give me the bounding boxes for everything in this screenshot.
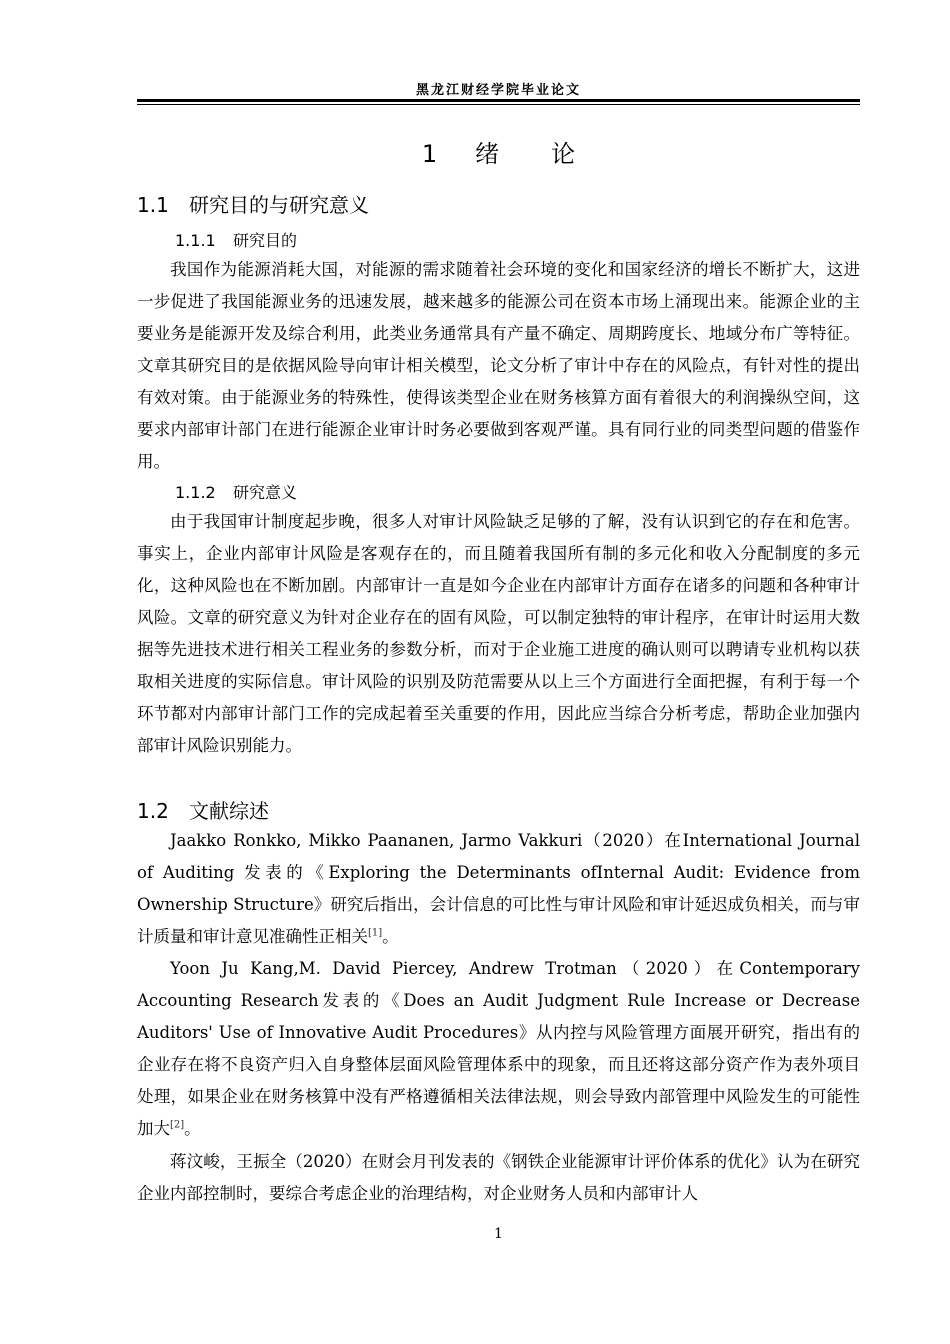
section-number: 1.2: [137, 799, 169, 823]
section-heading-1-2: [137, 795, 269, 824]
literature-text: Yoon Ju Kang,M. David Piercey, Andrew Trotman（2020）在Contemporary Accounting Research发表的《Does an Audit Judgment Rule Increase or Decrease Auditors' Use of Innovative Audit Procedures》从内控与风险管理方面展开研究，指出有的企业存在将不良资产归入自身整体层面风险管理体系中的现象，而且还将这部分资产作为表外项目处理，如果企业在财务核算中没有严格遵循相关法律法规，则会导致内部管理中风险发生的可能性加大: [137, 959, 860, 1138]
paragraph-literature-1: [137, 825, 860, 953]
subsection-heading-1-1-1: [175, 228, 297, 251]
header-rule-thick: [137, 99, 860, 102]
sentence-end: 。: [382, 927, 399, 946]
paragraph-literature-2: [137, 953, 860, 1145]
paragraph-literature-3: 蒋汶峻，王振全（2020）在财会月刊发表的《钢铁企业能源审计评价体系的优化》认为在研究企业内部控制时，要综合考虑企业的治理结构，对企业财务人员和内部审计人: [137, 1152, 860, 1203]
subsection-heading-1-1-2: [175, 480, 297, 503]
section-title: 文献综述: [189, 799, 269, 823]
section-number: 1.1: [137, 193, 169, 217]
subsection-number: 1.1.2: [175, 483, 216, 502]
chapter-title-char-2: 论: [551, 140, 576, 168]
sentence-end: 。: [184, 1119, 201, 1138]
running-header: 黑龙江财经学院毕业论文: [415, 83, 581, 98]
citation-ref: [2]: [170, 1119, 185, 1131]
subsection-number: 1.1.1: [175, 231, 216, 250]
header-rule-thin: [137, 104, 860, 105]
paragraph-research-significance: 由于我国审计制度起步晚，很多人对审计风险缺乏足够的了解，没有认识到它的存在和危害。事实上，企业内部审计风险是客观存在的，而且随着我国所有制的多元化和收入分配制度的多元化，这种风险也在不断加剧。内部审计一直是如今企业在内部审计方面存在诸多的问题和各种审计风险。文章的研究意义为针对企业存在的固有风险，可以制定独特的审计程序，在审计时运用大数据等先进技术进行相关工程业务的参数分析，而对于企业施工进度的确认则可以聘请专业机构以获取相关进度的实际信息。审计风险的识别及防范需要从以上三个方面进行全面把握，有利于每一个环节都对内部审计部门工作的完成起着至关重要的作用，因此应当综合分析考虑，帮助企业加强内部审计风险识别能力。: [137, 512, 860, 755]
subsection-title: 研究意义: [233, 483, 298, 502]
chapter-title: [137, 134, 860, 169]
citation-ref: [1]: [368, 927, 383, 939]
chapter-title-char-1: 绪: [475, 140, 500, 168]
section-heading-1-1: [137, 189, 369, 218]
paragraph-research-purpose: 我国作为能源消耗大国，对能源的需求随着社会环境的变化和国家经济的增长不断扩大，这进一步促进了我国能源业务的迅速发展，越来越多的能源公司在资本市场上涌现出来。能源企业的主要业务是能源开发及综合利用，此类业务通常具有产量不确定、周期跨度长、地域分布广等特征。文章其研究目的是依据风险导向审计相关模型，论文分析了审计中存在的风险点，有针对性的提出有效对策。由于能源业务的特殊性，使得该类型企业在财务核算方面有着很大的利润操纵空间，这要求内部审计部门在进行能源企业审计时务必要做到客观严谨。具有同行业的同类型问题的借鉴作用。: [137, 260, 860, 471]
section-title: 研究目的与研究意义: [189, 193, 369, 217]
subsection-title: 研究目的: [233, 231, 298, 250]
chapter-number: 1: [421, 140, 438, 168]
page-number: 1: [494, 1226, 503, 1242]
literature-text: Jaakko Ronkko, Mikko Paananen, Jarmo Vakkuri（2020）在International Journal of Auditing 发表的《Exploring the Determinants ofInternal Audit: Evidence from Ownership Structure》研究后指出，会计信息的可比性与审计风险和审计延迟成负相关，而与审计质量和审计意见准确性正相关: [137, 831, 860, 946]
